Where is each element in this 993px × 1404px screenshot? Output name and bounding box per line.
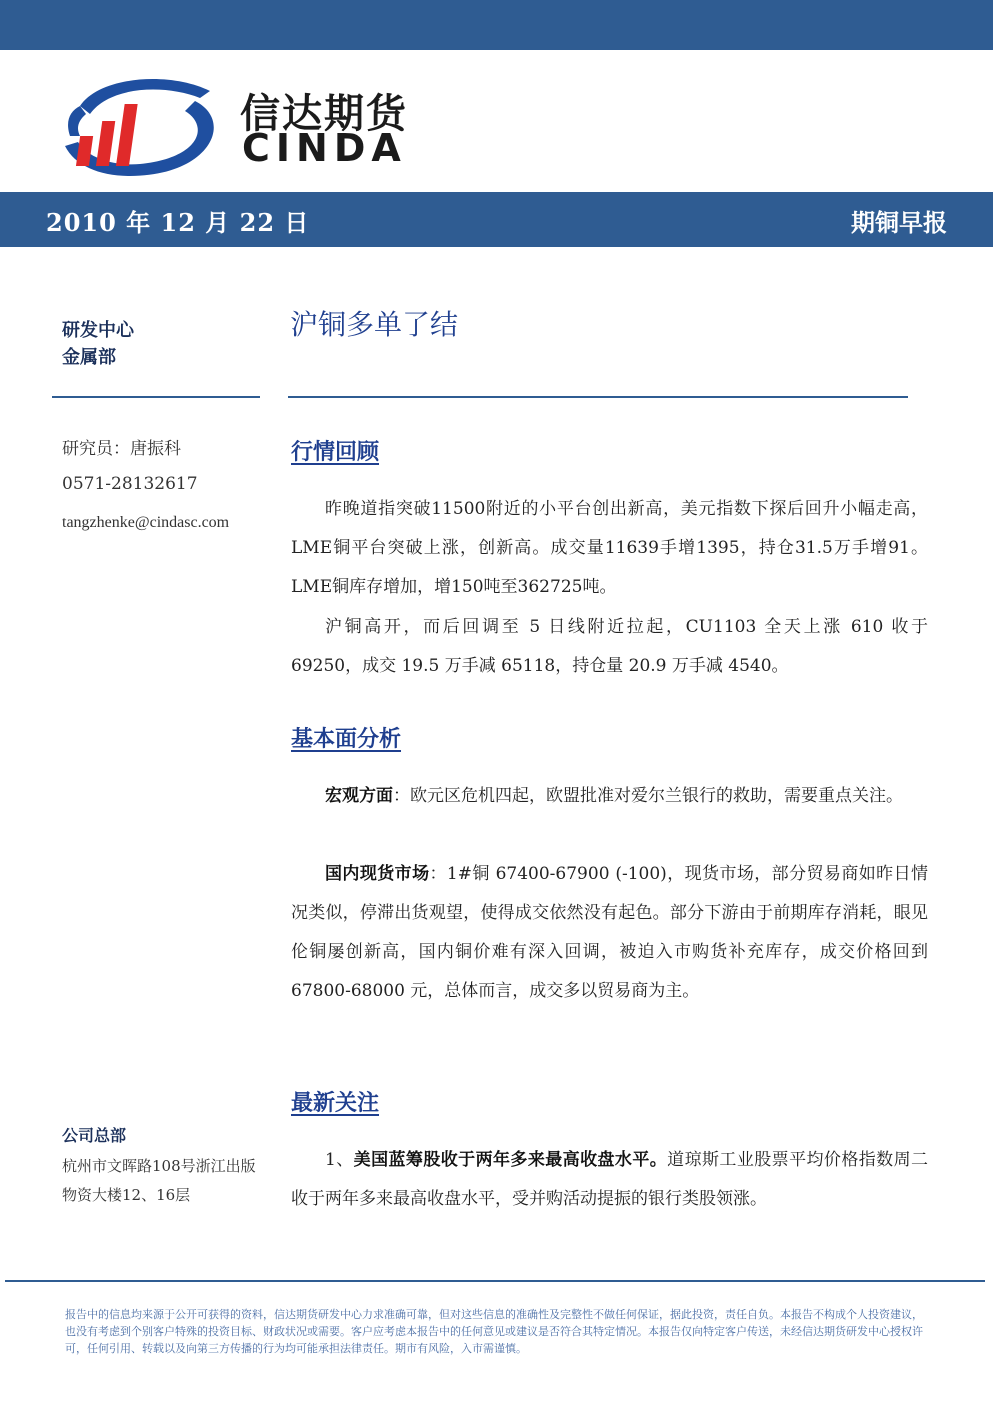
footer-divider	[5, 1280, 985, 1282]
section-heading-market-review: 行情回顾	[291, 439, 380, 465]
paragraph-lead: 国内现货市场	[325, 864, 430, 884]
cinda-logo-mark-icon	[60, 66, 230, 184]
cinda-logo	[60, 66, 460, 184]
divider-left	[52, 396, 260, 398]
top-banner	[0, 0, 993, 50]
paragraph-lead: 宏观方面	[325, 786, 393, 806]
researcher-phone: 0571-28132617	[62, 474, 198, 494]
report-title: 沪铜多单了结	[290, 308, 459, 341]
paragraph: 沪铜高开，而后回调至 5 日线附近拉起，CU1103 全天上涨 610 收于 69250，成交 19.5 万手减 65118，持仓量 20.9 万手减 4540。	[291, 617, 928, 676]
paragraph-spot-market	[291, 855, 928, 1011]
paragraph-text: ：1#铜 67400-67900 (-100)，现货市场，部分贸易商如昨日情况类似，停滞出货观望，使得成交依然没有起色。部分下游由于前期库存消耗，眼见伦铜屡创新高，国内铜价难有深入回调，被迫入市购货补充库存，成交价格回到 67800-68000 元，总体而言，成交多以贸易商为主。	[291, 864, 928, 1001]
logo-english-name: CINDA	[242, 126, 407, 170]
paragraph-macro	[291, 777, 928, 816]
paragraph-text: ：欧元区危机四起，欧盟批准对爱尔兰银行的救助，需要重点关注。	[393, 786, 903, 806]
section-heading-latest-news: 最新关注	[291, 1090, 380, 1116]
hq-address: 杭州市文晖路108号浙江出版物资大楼12、16层	[62, 1157, 256, 1204]
news-item-number: 1、	[325, 1150, 354, 1170]
paragraph-news-item	[291, 1141, 928, 1219]
report-type: 期铜早报	[851, 208, 947, 237]
logo-chinese-name: 信达期货	[240, 91, 408, 137]
dept-research-center: 研发中心	[62, 320, 134, 341]
report-date: 2010 年 12 月 22 日	[46, 208, 310, 237]
section-heading-fundamentals: 基本面分析	[291, 726, 402, 752]
paragraph-text: 道琼斯工业股票平均价格指数周二收于两年多来最高收盘水平，受并购活动提振的银行类股领涨。	[291, 1150, 929, 1209]
researcher-email[interactable]: tangzhenke@cindasc.com	[62, 514, 230, 531]
disclaimer-text: 报告中的信息均来源于公开可获得的资料，信达期货研发中心力求准确可靠，但对这些信息的准确性及完整性不做任何保证，据此投资，责任自负。本报告不构成个人投资建议，也没有考虑到个别客户特殊的投资目标、财政状况或需要。客户应考虑本报告中的任何意见或建议是否符合其特定情况。本报告仅向特定客户传送，未经信达期货研发中心授权许可，任何引用、转载以及向第三方传播的行为均可能承担法律责任。期市有风险，入市需谨慎。	[65, 1308, 923, 1355]
paragraph: 昨晚道指突破11500附近的小平台创出新高，美元指数下探后回升小幅走高，LME铜平台突破上涨，创新高。成交量11639手增1395，持仓31.5万手增91。LME铜库存增加，增150吨至362725吨。	[291, 499, 928, 597]
hq-label: 公司总部	[62, 1126, 127, 1145]
dept-metals: 金属部	[62, 347, 116, 368]
date-banner	[0, 192, 993, 247]
paragraph-lead: 美国蓝筹股收于两年多来最高收盘水平。	[353, 1150, 668, 1170]
researcher-name: 研究员：唐振科	[62, 439, 181, 459]
divider-right	[288, 396, 908, 398]
